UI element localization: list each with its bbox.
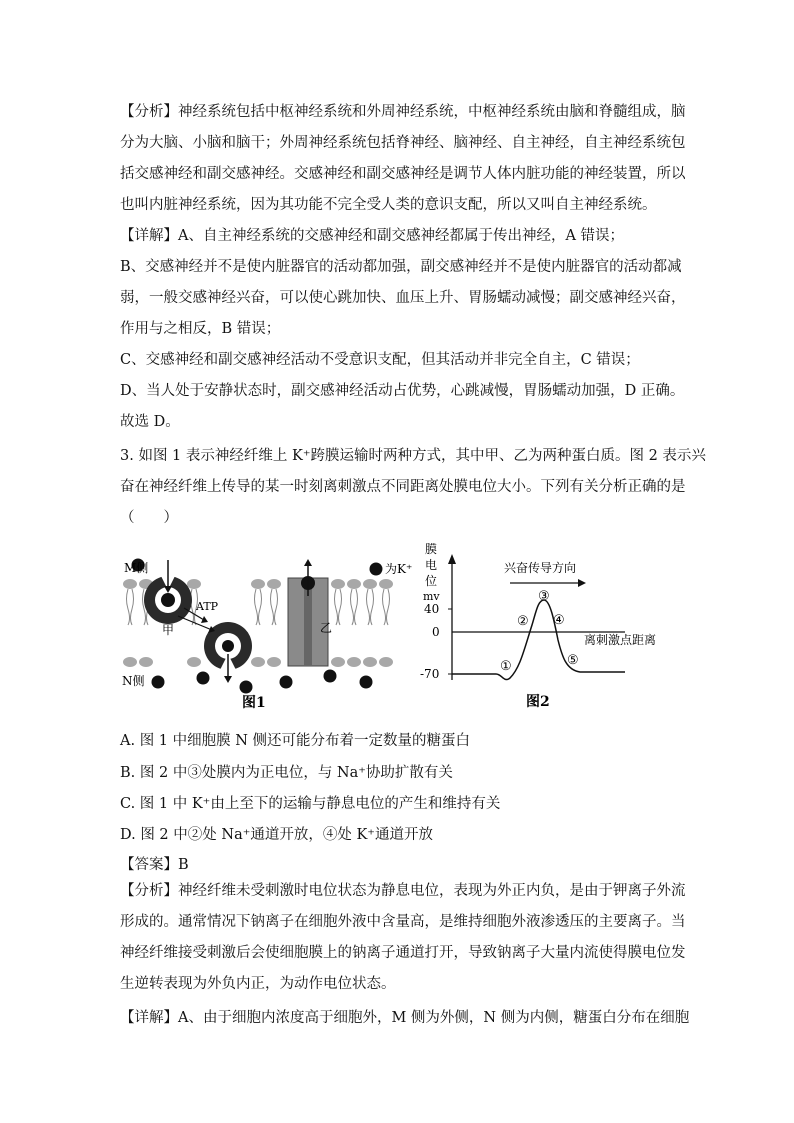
option-d: D. 图 2 中②处 Na⁺通道开放，④处 K⁺通道开放 [120, 827, 433, 843]
y-axis-label-char: 位 [425, 574, 438, 588]
x-axis-label: 离刺激点距离 [584, 633, 657, 647]
text-line: 分为大脑、小脑和脑干；外周神经系统包括脊神经、脑神经、自主神经，自主神经系统包 [120, 135, 686, 151]
phospholipid-tail [339, 589, 342, 625]
phospholipid-tail [351, 589, 354, 625]
text-line: 故选 D。 [120, 414, 180, 430]
phospholipid-head [331, 579, 345, 589]
text-line: 神经纤维接受刺激后会使细胞膜上的钠离子通道打开，导致钠离子大量内流使得膜电位发 [120, 945, 686, 961]
question-3 [120, 441, 706, 534]
analysis-paragraph-2 [120, 876, 686, 1000]
phospholipid-tail [255, 589, 258, 625]
phospholipid-tail [367, 589, 370, 625]
text-line: 【详解】A、由于细胞内浓度高于细胞外，M 侧为外侧，N 侧为内侧，糖蛋白分布在细胞 [120, 1010, 690, 1026]
text-line: 生逆转表现为外负内正，为动作电位状态。 [120, 976, 396, 992]
phospholipid-head [139, 657, 153, 667]
phospholipid-head [267, 579, 281, 589]
option-c: C. 图 1 中 K⁺由上至下的运输与静息电位的产生和维持有关 [120, 796, 501, 812]
phospholipid-head [331, 657, 345, 667]
question-line: 3. 如图 1 表示神经纤维上 K⁺跨膜运输时两种方式，其中甲、乙为两种蛋白质。图 2 表示兴 [120, 448, 706, 464]
phospholipid-tail [335, 589, 338, 625]
y-tick-0: 0 [432, 625, 440, 639]
phospholipid-head [251, 579, 265, 589]
text-line: 【分析】神经系统包括中枢神经系统和外周神经系统，中枢神经系统由脑和脊髓组成，脑 [120, 104, 686, 120]
point-2-label: ② [517, 614, 529, 629]
point-3-label: ③ [538, 589, 550, 604]
text-line: 括交感神经和副交感神经。交感神经和副交感神经是调节人体内脏功能的神经装置，所以 [120, 166, 686, 182]
y-axis-label-char: 膜 [425, 542, 438, 556]
y-tick-minus-70: -70 [420, 667, 440, 681]
channel-protein-yi [288, 559, 328, 666]
text-line: B、交感神经并不是使内脏器官的活动都加强，副交感神经并不是使内脏器官的活动都减 [120, 259, 682, 275]
k-legend-label: 为K⁺ [385, 562, 413, 576]
protein-yi-label: 乙 [320, 621, 333, 635]
text-line: 也叫内脏神经系统，因为其功能不完全受人类的意识支配，所以又叫自主神经系统。 [120, 197, 657, 213]
figure-2-membrane-potential-graph [420, 540, 680, 715]
atp-label: ATP [196, 600, 219, 613]
protein-jia-label: 甲 [162, 623, 175, 637]
point-4-label: ④ [553, 613, 565, 628]
phospholipid-head [363, 579, 377, 589]
phospholipid-tail [271, 589, 274, 625]
point-5-label: ⑤ [567, 653, 579, 668]
figure-1-membrane-diagram [118, 550, 418, 715]
phospholipid-head [347, 657, 361, 667]
text-line: C、交感神经和副交感神经活动不受意识支配，但其活动并非完全自主，C 错误； [120, 352, 640, 368]
carrier-protein-jia-upper [144, 560, 192, 624]
phospholipid-tail [259, 589, 262, 625]
y-tick-40: 40 [424, 602, 440, 616]
phospholipid-head [363, 657, 377, 667]
phospholipid-head [187, 657, 201, 667]
text-line: 【分析】神经纤维未受刺激时电位状态为静息电位，表现为外正内负，是由于钾离子外流 [120, 883, 686, 899]
text-line: 作用与之相反，B 错误； [120, 321, 281, 337]
m-side-label: M侧 [124, 561, 149, 575]
answer-line: 【答案】B [120, 857, 189, 873]
phospholipid-head [123, 579, 137, 589]
phospholipid-head [123, 657, 137, 667]
phospholipid-tail [131, 589, 134, 625]
text-line: 【详解】A、自主神经系统的交感神经和副交感神经都属于传出神经，A 错误； [120, 228, 625, 244]
phospholipid-head [267, 657, 281, 667]
phospholipid-tail [355, 589, 358, 625]
point-1-label: ① [500, 659, 512, 674]
phospholipid-head [251, 657, 265, 667]
text-line: D、当人处于安静状态时，副交感神经活动占优势，心跳减慢，胃肠蠕动加强，D 正确。 [120, 383, 685, 399]
phospholipid-tail [371, 589, 374, 625]
phospholipid-head [379, 579, 393, 589]
phospholipid-head [379, 657, 393, 667]
phospholipid-head [187, 579, 201, 589]
y-axis-unit: mv [423, 590, 440, 603]
direction-label: 兴奋传导方向 [504, 561, 577, 575]
text-line: 弱，一般交感神经兴奋，可以使心跳加快、血压上升、胃肠蠕动减慢；副交感神经兴奋， [120, 290, 686, 306]
question-line: 奋在神经纤维上传导的某一时刻离刺激点不同距离处膜电位大小。下列有关分析正确的是 [120, 479, 686, 495]
figure-2-caption: 图2 [526, 694, 550, 710]
detail-paragraph-1 [120, 221, 686, 438]
phospholipid-tail [127, 589, 130, 625]
y-axis-label-char: 电 [425, 558, 438, 572]
phospholipid-tail [387, 589, 390, 625]
question-line: （ ） [120, 510, 178, 526]
figure-1-caption: 图1 [242, 695, 266, 711]
phospholipid-head [347, 579, 361, 589]
option-a: A. 图 1 中细胞膜 N 侧还可能分布着一定数量的糖蛋白 [120, 733, 471, 749]
phospholipid-tail [275, 589, 278, 625]
phospholipid-tail [383, 589, 386, 625]
option-b: B. 图 2 中③处膜内为正电位，与 Na⁺协助扩散有关 [120, 765, 453, 781]
n-side-label: N侧 [122, 674, 145, 688]
analysis-paragraph-1 [120, 97, 686, 221]
text-line: 形成的。通常情况下钠离子在细胞外液中含量高，是维持细胞外液渗透压的主要离子。当 [120, 914, 686, 930]
detail-paragraph-2 [120, 1003, 690, 1034]
